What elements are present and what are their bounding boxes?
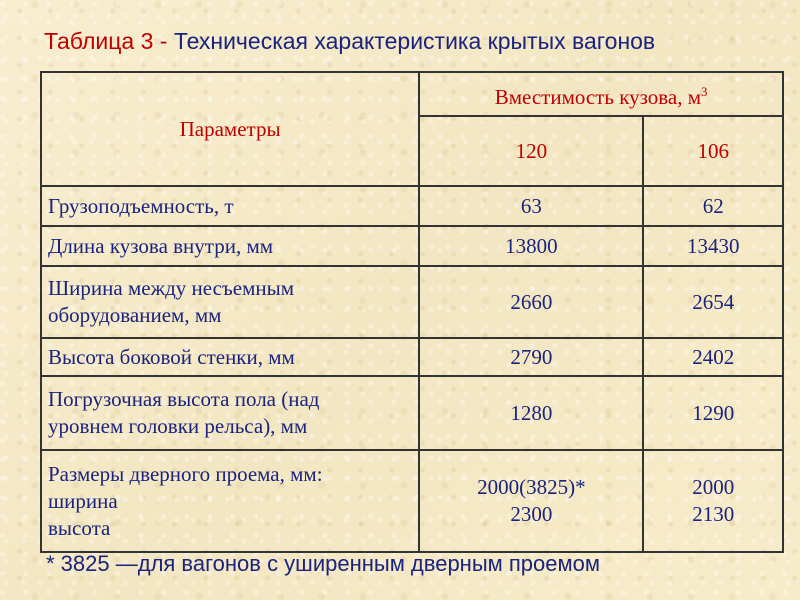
row-label-line: Размеры дверного проема, мм: xyxy=(48,461,323,486)
row-label-line: ширина xyxy=(48,488,118,513)
row-label xyxy=(41,186,419,226)
slide-title xyxy=(44,28,655,55)
row-label-line: Длина кузова внутри, мм xyxy=(48,233,274,258)
table-row xyxy=(41,226,783,266)
row-value-2 xyxy=(643,338,783,376)
capacity-header: Вместимость кузова, м xyxy=(494,84,702,109)
table-row xyxy=(41,266,783,338)
capacity-value-120: 120 xyxy=(419,116,643,186)
row-value-line: 2402 xyxy=(692,344,735,369)
row-value-line: 1280 xyxy=(510,400,553,425)
row-value-line: 62 xyxy=(702,193,724,218)
row-value-line: 13800 xyxy=(505,233,558,258)
row-value-1 xyxy=(419,450,643,552)
row-label xyxy=(41,226,419,266)
row-label-line: высота xyxy=(48,515,111,540)
row-value-line: 13430 xyxy=(686,233,740,258)
row-label xyxy=(41,338,419,376)
capacity-value-106: 106 xyxy=(643,116,783,186)
row-label xyxy=(41,376,419,450)
row-value-line: 63 xyxy=(520,193,542,218)
row-label xyxy=(41,266,419,338)
row-value-line: 2130 xyxy=(692,502,735,526)
spec-table xyxy=(40,71,784,553)
table-row xyxy=(41,186,783,226)
row-value-line: 2790 xyxy=(510,344,553,369)
row-value-line: 2000 xyxy=(692,475,735,499)
row-label-line: уровнем головки рельса), мм xyxy=(48,414,308,438)
row-value-line: 2300 xyxy=(510,502,553,526)
row-value-1 xyxy=(419,186,643,226)
row-value-1 xyxy=(419,266,643,338)
table-row xyxy=(41,338,783,376)
row-label-line: Погрузочная высота пола (над xyxy=(48,387,320,411)
row-value-2 xyxy=(643,226,783,266)
row-value-line: 2660 xyxy=(510,289,553,314)
table-caption: Техническая характеристика крытых вагонов xyxy=(173,28,656,54)
param-header-cell xyxy=(41,72,419,186)
row-label-line: Ширина между несъемным xyxy=(48,276,295,300)
row-label-line: Высота боковой стенки, мм xyxy=(48,344,295,369)
row-value-1 xyxy=(419,376,643,450)
row-value-line: 2000(3825)* xyxy=(477,475,586,499)
row-value-1 xyxy=(419,226,643,266)
row-label-line: оборудованием, мм xyxy=(48,303,222,327)
param-header: Параметры xyxy=(179,116,281,141)
row-value-2 xyxy=(643,376,783,450)
row-value-2 xyxy=(643,186,783,226)
capacity-unit-sup: 3 xyxy=(701,83,708,99)
row-value-2 xyxy=(643,450,783,552)
row-value-1 xyxy=(419,338,643,376)
row-value-2 xyxy=(643,266,783,338)
header-row-capacity xyxy=(41,72,783,116)
footnote: * 3825 —для вагонов с уширенным дверным проемом xyxy=(46,551,600,576)
row-value-line: 2654 xyxy=(692,289,735,314)
title-separator: - xyxy=(153,28,174,54)
table-row xyxy=(41,376,783,450)
row-label xyxy=(41,450,419,552)
row-value-line: 1290 xyxy=(692,400,735,425)
table-row xyxy=(41,450,783,552)
table-number: Таблица 3 xyxy=(44,28,154,54)
row-label-line: Грузоподъемность, т xyxy=(48,193,234,218)
capacity-header-cell xyxy=(419,72,783,116)
